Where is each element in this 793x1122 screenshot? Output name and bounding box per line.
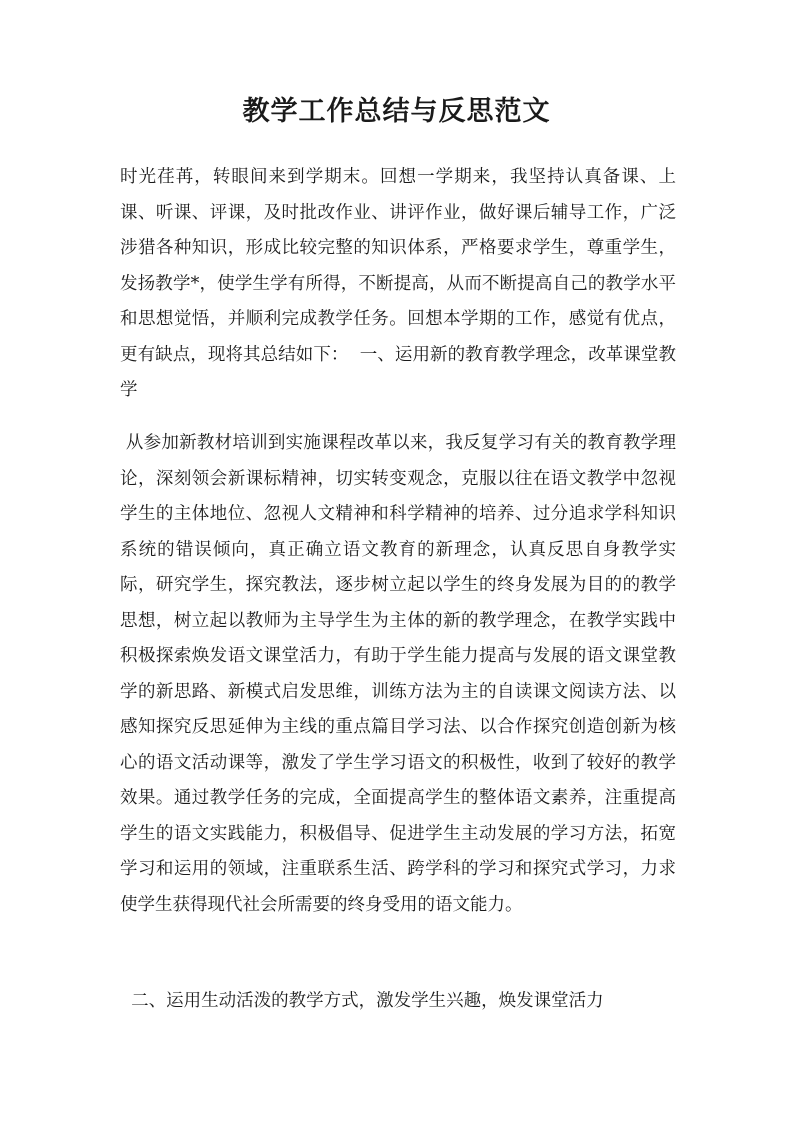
- document-title: 教学工作总结与反思范文: [242, 96, 551, 127]
- section-heading-two: 二、运用生动活泼的教学方式，激发学生兴趣，焕发课堂活力: [120, 991, 604, 1011]
- paragraph-intro: 时光荏苒，转眼间来到学期末。回想一学期来，我坚持认真备课、上课、听课、评课，及时批改作业、讲评作业，做好课后辅导工作，广泛涉猎各种知识，形成比较完整的知识体系，严格要求学生，尊重学生，发扬教学*，使学生学有所得，不断提高，从而不断提高自己的教学水平和思想觉悟，并顺利完成教学任务。回想本学期的工作，感觉有优点，更有缺点，现将其总结如下： 一、运用新的教育教学理念，改革课堂教学: [120, 167, 676, 400]
- paragraph-teaching-reform: 从参加新教材培训到实施课程改革以来，我反复学习有关的教育教学理论，深刻领会新课标精神，切实转变观念，克服以往在语文教学中忽视学生的主体地位、忽视人文精神和科学精神的培养、过分追求学科知识系统的错误倾向，真正确立语文教育的新理念，认真反思自身教学实际，研究学生，探究教法，逐步树立起以学生的终身发展为目的的教学思想，树立起以教师为主导学生为主体的新的教学理念，在教学实践中积极探索焕发语文课堂活力，有助于学生能力提高与发展的语文课堂教学的新思路、新模式启发思维，训练方法为主的自读课文阅读方法、以感知探究反思延伸为主线的重点篇目学习法、以合作探究创造创新为核心的语文活动课等，激发了学生学习语文的积极性，收到了较好的教学效果。通过教学任务的完成，全面提高学生的整体语文素养，注重提高学生的语文实践能力，积极倡导、促进学生主动发展的学习方法，拓宽学习和运用的领域，注重联系生活、跨学科的学习和探究式学习，力求使学生获得现代社会所需要的终身受用的语文能力。: [120, 433, 676, 915]
